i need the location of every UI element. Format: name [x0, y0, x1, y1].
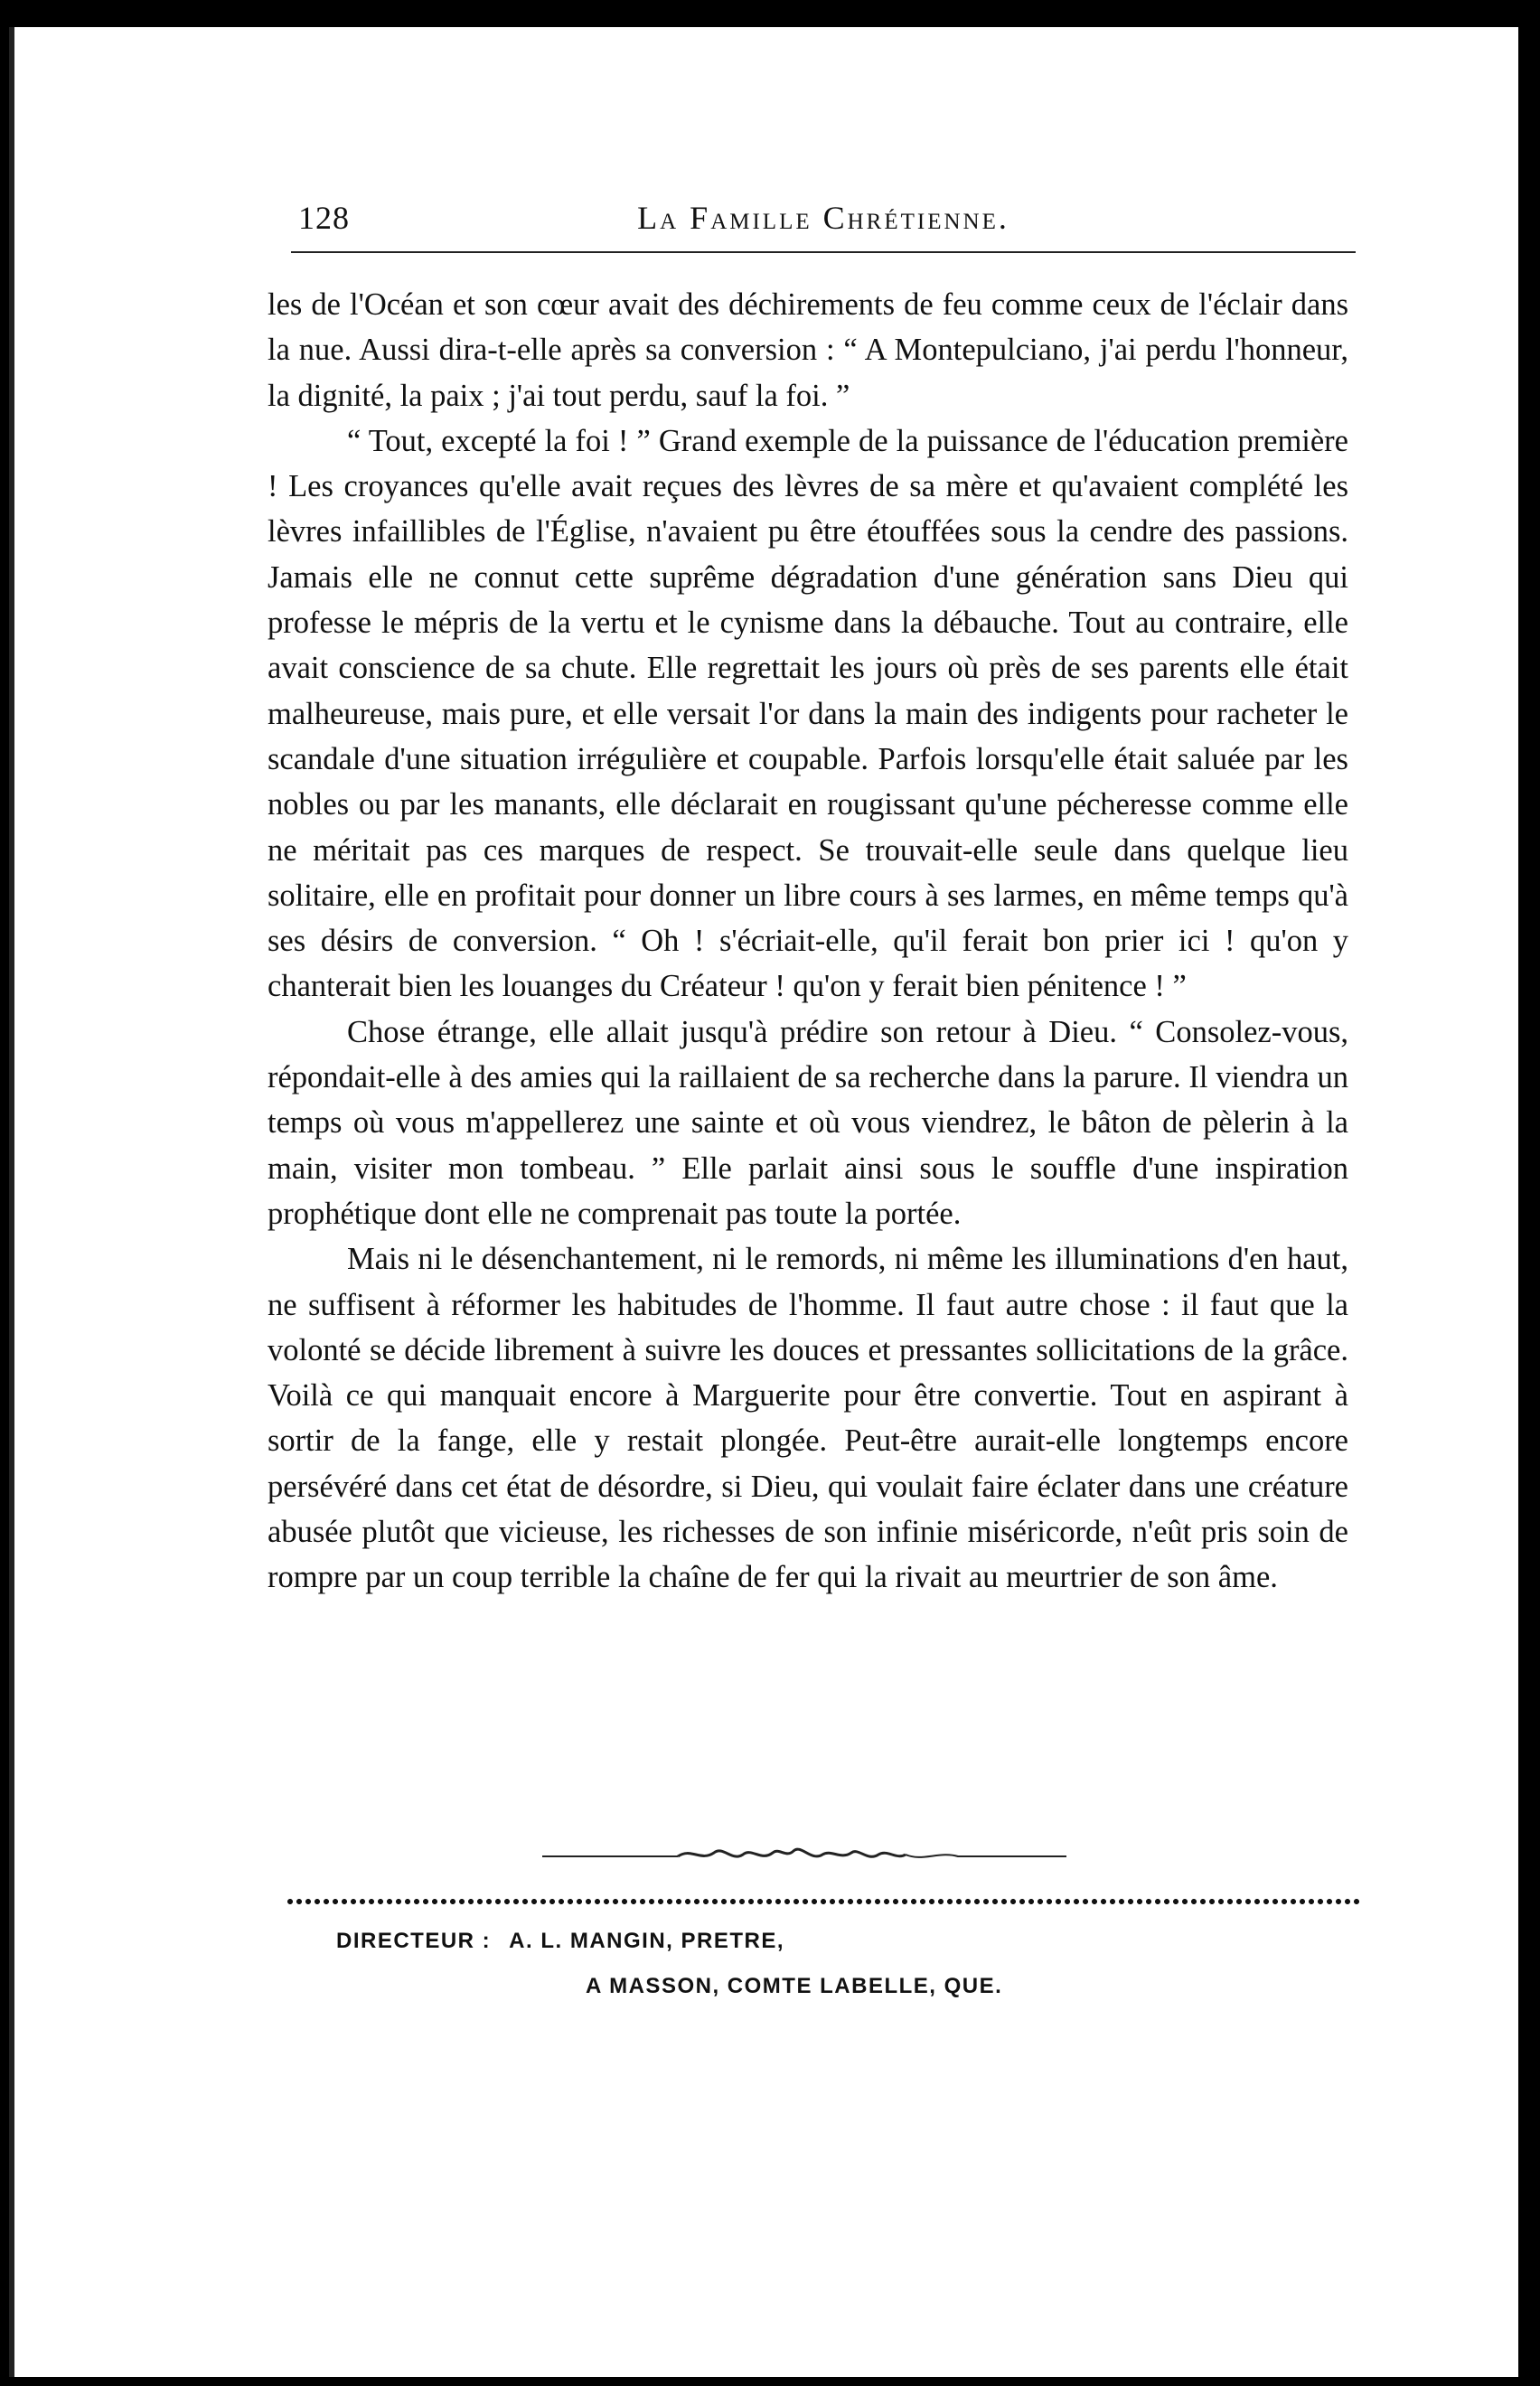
paragraph: les de l'Océan et son cœur avait des déchirements de feu comme ceux de l'éclair dans la nue. Aussi dira-t-elle après sa conversion : “ A Montepulciano, j'ai perdu l'honneur, la dignité, la paix ; j'ai tout perdu, sauf la foi. ” [268, 287, 1348, 413]
publisher-address: A MASSON, COMTE LABELLE, QUE. [586, 1974, 1003, 1998]
ornament-divider [542, 1835, 1066, 1871]
body-text [268, 282, 1348, 1601]
page-number: 128 [298, 200, 350, 236]
page-header [291, 192, 1356, 246]
director-line [336, 1929, 784, 1954]
dotted-rule [286, 1896, 1359, 1907]
director-label: DIRECTEUR : [336, 1929, 492, 1953]
header-rule [291, 251, 1356, 253]
paragraph: Mais ni le désenchantement, ni le remords, ni même les illuminations d'en haut, ne suffisent à réformer les habitudes de l'homme. Il faut autre chose : il faut que la volonté se décide librement à suivre les douces et pressantes sollicitations de la grâce. Voilà ce qui manquait encore à Marguerite pour être convertie. Tout en aspirant à sortir de la fange, elle y restait plongée. Peut-être aurait-elle longtemps encore persévéré dans cet état de désordre, si Dieu, qui voulait faire éclater dans une créature abusée plutôt que vicieuse, les richesses de son infinie miséricorde, n'eût pris soin de rompre par un coup terrible la chaîne de fer qui la rivait au meurtrier de son âme. [268, 1242, 1348, 1595]
running-title: La Famille Chrétienne. [637, 200, 1009, 236]
paragraph: Chose étrange, elle allait jusqu'à prédire son retour à Dieu. “ Consolez-vous, répondait-elle à des amies qui la raillaient de sa recherche dans la parure. Il viendra un temps où vous m'appellerez une sainte et où vous viendrez, le bâton de pèlerin à la main, visiter mon tombeau. ” Elle parlait ainsi sous le souffle d'une inspiration prophétique dont elle ne comprenait pas toute la portée. [268, 1014, 1348, 1231]
paragraph: “ Tout, excepté la foi ! ” Grand exemple de la puissance de l'éducation première ! Les croyances qu'elle avait reçues des lèvres de sa mère et qu'avaient complété les lèvres infaillibles de l'Église, n'avaient pu être étouffées sous la cendre des passions. Jamais elle ne connut cette suprême dégradation d'une génération sans Dieu qui professe le mépris de la vertu et le cynisme dans la débauche. Tout au contraire, elle avait conscience de sa chute. Elle regrettait les jours où près de ses parents elle était malheureuse, mais pure, et elle versait l'or dans la main des indigents pour racheter le scandale d'une situation irrégulière et coupable. Parfois lorsqu'elle était saluée par les nobles ou par les manants, elle déclarait en rougissant qu'une pécheresse comme elle ne méritait pas ces marques de respect. Se trouvait-elle seule dans quelque lieu solitaire, elle en profitait pour donner un libre cours à ses larmes, en même temps qu'à ses désirs de conversion. “ Oh ! s'écriait-elle, qu'il ferait bon prier ici ! qu'on y chanterait bien les louanges du Créateur ! qu'on y ferait bien pénitence ! ” [268, 423, 1348, 1004]
director-name: A. L. MANGIN, PRETRE, [509, 1929, 785, 1953]
